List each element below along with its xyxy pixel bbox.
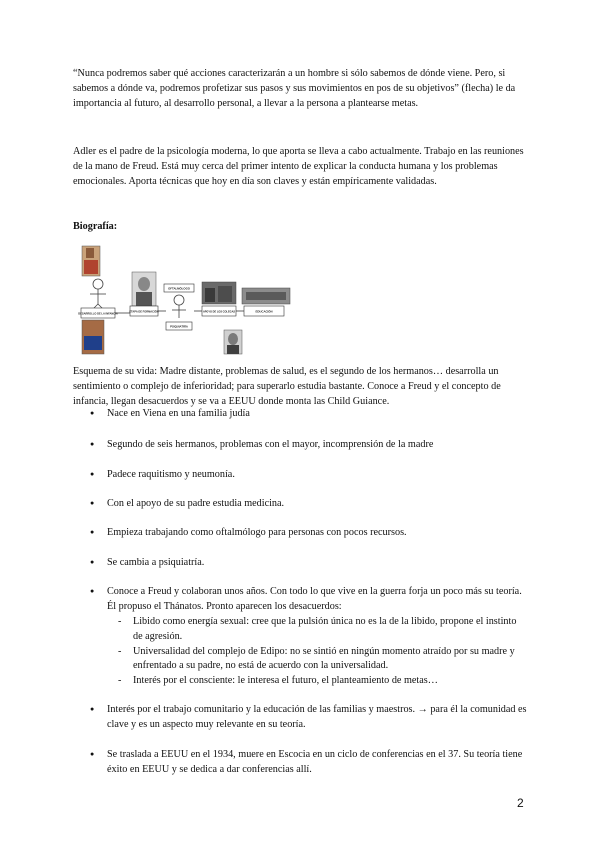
bullet-item: ● Empieza trabajando como oftalmólogo para personas con pocos recursos. xyxy=(73,525,528,540)
label-psiquiatria: PSIQUIATRÍA xyxy=(170,324,188,329)
adler-paragraph: Adler es el padre de la psicología moderna, lo que aporta se lleva a cabo actualmente. Trabajo en las reuniones de la mano de Freud. Está muy cerca del primer intento de explicar la conducta humana y los problemas emocionales. Aporta técnicas que hoy en día son claves y están empíricamente validadas. xyxy=(73,146,524,188)
schema-paragraph: Esquema de su vida: Madre distante, problemas de salud, es el segundo de los hermanos… desarrolla un sentimiento o complejo de inferioridad; para superarlo estudia bastante. Conoce a Freud y el concepto de infancia, llegan desacuerdos y se va a EEUU donde monta las Child Guiance. xyxy=(73,366,501,408)
doctor-sketch-image xyxy=(172,295,186,318)
bullet-list xyxy=(73,747,528,777)
bullet-list xyxy=(73,467,528,482)
bullet-list xyxy=(73,555,528,570)
sub-bullet-item: - Universalidad del complejo de Edipo: no se sintió en ningún momento atraído por su madre y enfrentado a su padre, no está de acuerdo con la universalidad. xyxy=(107,645,528,674)
label-formacion: ETAPA DE FORMACIÓN xyxy=(129,310,159,314)
bullet-list xyxy=(73,496,528,511)
bullet-item: ● Se traslada a EEUU en el 1934, muere en Escocia en un ciclo de conferencias en el 37. Su teoría tiene éxito en EEUU y se dedica a dar conferencias allí. xyxy=(73,747,528,777)
biography-heading: Biografía: xyxy=(73,221,118,232)
bullet-text: Conoce a Freud y colaboran unos años. Con todo lo que vive en la guerra forja un poco más su teoría. Él propuso el Thánatos. Pronto aparecen los desacuerdos: xyxy=(107,586,522,613)
label-oftalmologo: OFTALMÓLOGO xyxy=(168,286,190,291)
child-sketch-image xyxy=(90,279,106,310)
bullet-item xyxy=(73,584,528,688)
page-number: 2 xyxy=(517,796,524,810)
bullet-list xyxy=(73,406,528,421)
label-colegas: APOYO DE LOS COLEGAS xyxy=(202,310,236,314)
label-infancia: DESARROLLO DE LA INFANCIA xyxy=(78,312,118,316)
bullet-item: ● Se cambia a psiquiatría. xyxy=(73,555,528,570)
bullet-item: ● Nace en Viena en una familia judía xyxy=(73,406,528,421)
bullet-list xyxy=(73,437,528,452)
bullet-item: ● Interés por el trabajo comunitario y la educación de las familias y maestros. → para él la comunidad es clave y es un aspecto muy relevante en su teoría. xyxy=(73,702,528,732)
sub-bullet-item: - Libido como energía sexual: cree que la pulsión única no es la de la libido, propone el instinto de agresión. xyxy=(107,615,528,644)
biography-diagram xyxy=(78,244,298,356)
bullet-item: ● Segundo de seis hermanos, problemas con el mayor, incomprensión de la madre xyxy=(73,437,528,452)
bullet-list xyxy=(73,525,528,540)
bullet-item: ● Padece raquitismo y neumonía. xyxy=(73,467,528,482)
bullet-item: ● Con el apoyo de su padre estudia medicina. xyxy=(73,496,528,511)
sub-bullet-list xyxy=(107,615,528,688)
intro-paragraph: “Nunca podremos saber qué acciones caracterizarán a un hombre si sólo sabemos de dónde viene. Pero, si sabemos a dónde va, podremos profetizar sus pasos y sus movimientos en pos de su objetivos” (flecha) le da importancia al futuro, al desarrollo personal, a llevar a la persona a plantearse metas. xyxy=(73,68,516,110)
bullet-list xyxy=(73,702,528,732)
bullet-list xyxy=(73,584,528,688)
label-educacion: EDUCACIÓN xyxy=(255,309,273,314)
sub-bullet-item: - Interés por el consciente: le interesa el futuro, el planteamiento de metas… xyxy=(107,674,528,689)
